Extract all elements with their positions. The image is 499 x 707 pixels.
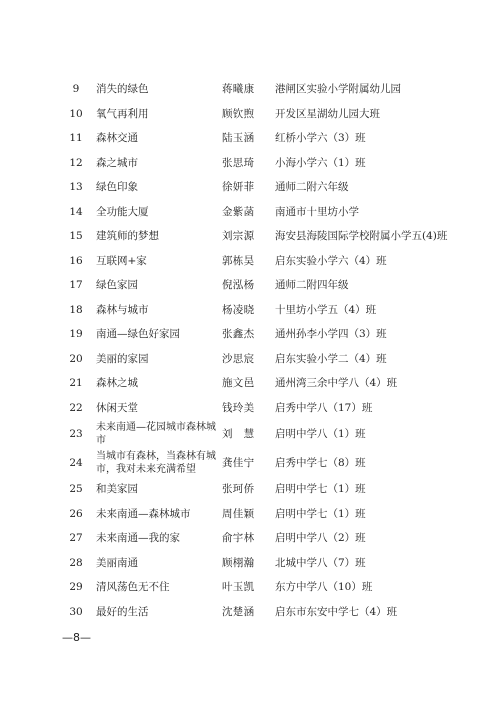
school-name: 通师二附六年级 [275,181,349,193]
school-name: 启明中学七（1）班 [275,507,366,520]
school-name: 启秀中学七（8）班 [275,456,366,469]
row-number: 15 [69,230,83,242]
list-row [0,502,499,527]
author-name: 沈楚涵 [222,605,255,618]
author-name: 郭栋昊 [222,254,255,267]
school-name: 开发区星湖幼儿园大班 [275,107,380,120]
row-number: 10 [69,107,83,120]
row-number: 27 [69,532,83,544]
author-name: 蒋曦康 [222,83,255,95]
row-number: 23 [69,428,83,440]
entry-title: 休闲天堂 [96,401,138,414]
school-name: 小海小学六（1）班 [275,156,366,169]
author-name: 刘宗源 [222,230,255,242]
entry-title: 绿色印象 [96,181,138,193]
school-name: 启东实验小学六（4）班 [275,254,387,267]
entry-title: 未来南通—我的家 [96,532,180,544]
entry-title: 消失的绿色 [96,83,149,95]
list-row [0,322,499,347]
entry-title: 森之城市 [96,156,138,169]
author-name: 顾钦煦 [222,107,255,120]
row-number: 26 [69,507,83,520]
school-name: 启明中学七（1）班 [275,483,366,495]
school-name: 红桥小学六（3）班 [275,132,366,144]
list-row [0,449,499,478]
list-row [0,224,499,249]
author-name: 张鑫杰 [222,328,255,340]
entry-title: 南通—绿色好家园 [96,328,180,340]
list-row [0,273,499,298]
entry-title: 互联网+家 [96,254,147,267]
list-row [0,347,499,372]
author-name: 顾栩瀚 [222,556,255,569]
entry-title: 氧气再利用 [96,107,149,120]
author-name: 杨凌晓 [222,303,255,316]
entry-title: 绿色家园 [96,279,138,291]
school-name: 南通市十里坊小学 [275,205,359,218]
author-name: 钱玲美 [222,401,255,414]
row-number: 19 [69,328,83,340]
row-number: 14 [69,205,83,218]
entry-title: 美丽的家园 [96,352,149,365]
row-number: 21 [69,377,83,389]
school-name: 启东市东安中学七（4）班 [275,605,398,618]
author-name: 沙思宸 [222,352,255,365]
row-number: 25 [69,483,83,495]
page-number: —8— [62,631,91,644]
row-number: 13 [69,181,83,193]
school-name: 通州湾三余中学八（4）班 [275,377,398,389]
row-number: 24 [69,456,83,469]
list-row [0,126,499,151]
list-row [0,477,499,502]
list-row [0,420,499,449]
entry-title: 森林之城 [96,377,138,389]
entry-title: 森林与城市 [96,303,149,316]
row-number: 17 [69,279,83,291]
author-name: 陆玉涵 [222,132,255,144]
school-name: 启东实验小学二（4）班 [275,352,387,365]
school-name: 十里坊小学五（4）班 [275,303,377,316]
entry-title: 当城市有森林，当森林有城市，我对未来充满希望 [96,450,216,475]
award-list [0,77,499,624]
list-row [0,526,499,551]
author-name: 龚佳宁 [222,456,255,469]
list-row [0,200,499,225]
author-name: 徐妍菲 [222,181,255,193]
list-row [0,575,499,600]
list-row [0,77,499,102]
school-name: 通州孙李小学四（3）班 [275,328,387,340]
author-name: 倪泓杨 [222,279,255,291]
row-number: 18 [69,303,83,316]
list-row [0,151,499,176]
row-number: 11 [69,132,83,144]
author-name: 金紫菡 [222,205,255,218]
entry-title: 全功能大厦 [96,205,149,218]
row-number: 12 [69,156,83,169]
entry-title: 未来南通—森林城市 [96,507,191,520]
entry-title: 未来南通—花园城市森林城市 [96,422,216,446]
school-name: 通师二附四年级 [275,279,349,291]
entry-title: 森林交通 [96,132,138,144]
row-number: 9 [72,83,80,95]
school-name: 启明中学八（1）班 [275,428,366,440]
author-name: 张思琦 [222,156,255,169]
entry-title: 美丽南通 [96,556,138,569]
school-name: 东方中学八（10）班 [275,581,373,593]
school-name: 港闸区实验小学附属幼儿园 [275,83,401,95]
author-name: 刘 慧 [222,428,255,440]
list-row [0,396,499,421]
row-number: 22 [69,401,83,414]
list-row [0,298,499,323]
school-name: 启明中学八（2）班 [275,532,366,544]
author-name: 叶玉凯 [222,581,255,593]
list-row [0,371,499,396]
row-number: 29 [69,581,83,593]
author-name: 周佳颖 [222,507,255,520]
author-name: 施文邑 [222,377,255,389]
author-name: 张珂侨 [222,483,255,495]
entry-title: 清风荡色无不住 [96,581,170,593]
row-number: 28 [69,556,83,569]
entry-title: 建筑师的梦想 [96,230,159,242]
list-row [0,102,499,127]
entry-title: 和美家园 [96,483,138,495]
list-row [0,600,499,625]
school-name: 海安县海陵国际学校附属小学五(4)班 [275,230,448,242]
list-row [0,175,499,200]
list-row [0,551,499,576]
author-name: 俞宇林 [222,532,255,544]
row-number: 30 [69,605,83,618]
school-name: 启秀中学八（17）班 [275,401,373,414]
list-row [0,249,499,274]
school-name: 北城中学八（7）班 [275,556,366,569]
row-number: 20 [69,352,83,365]
row-number: 16 [69,254,83,267]
entry-title: 最好的生活 [96,605,149,618]
